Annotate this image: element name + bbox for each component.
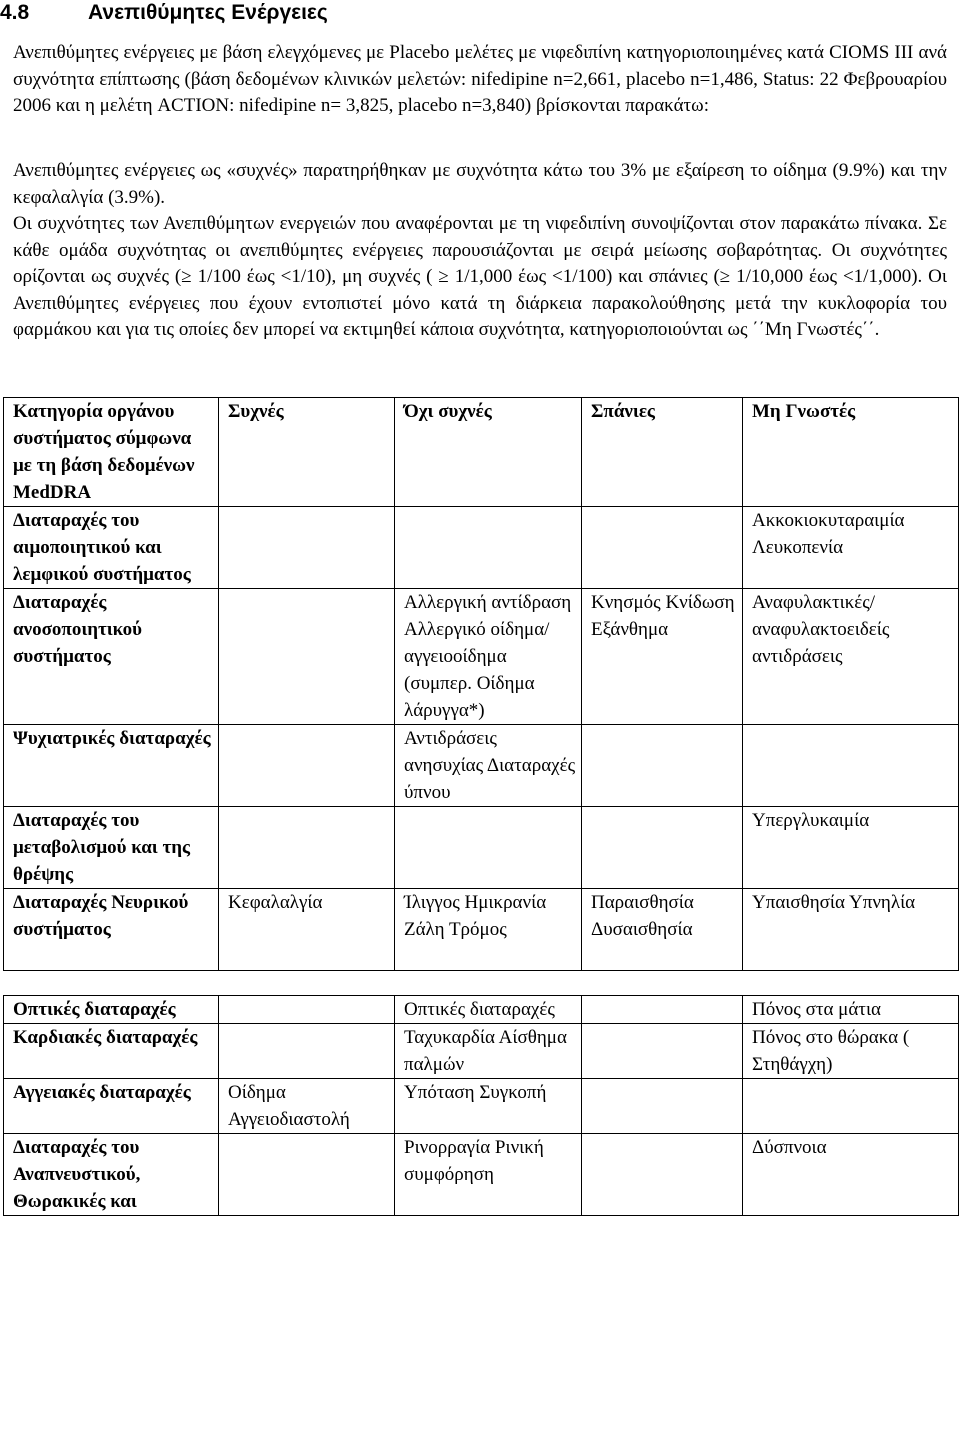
table-row <box>4 589 959 725</box>
table-row <box>4 1024 959 1079</box>
header-unknown: Μη Γνωστές <box>743 398 959 507</box>
table-page-gap <box>4 971 959 996</box>
adverse-reactions-table <box>3 397 959 1216</box>
cell-unknown: Ακκοκιοκυταραιμία Λευκοπενία <box>743 507 959 589</box>
cell-unknown: Πόνος στο θώρακα ( Στηθάγχη) <box>743 1024 959 1079</box>
row-category: Ψυχιατρικές διαταραχές <box>4 725 219 807</box>
cell-rare <box>582 996 743 1024</box>
cell-unknown: Υπεργλυκαιμία <box>743 807 959 889</box>
section-heading <box>0 0 328 26</box>
row-category: Διαταραχές Νευρικού συστήματος <box>4 889 219 971</box>
table-row <box>4 1079 959 1134</box>
table-row <box>4 996 959 1024</box>
table-row <box>4 725 959 807</box>
table-row <box>4 1134 959 1216</box>
cell-common: Κεφαλαλγία <box>219 889 395 971</box>
row-category: Διαταραχές του αιμοποιητικού και λεμφικού συστήματος <box>4 507 219 589</box>
cell-common <box>219 725 395 807</box>
table-header-row <box>4 398 959 507</box>
table-row <box>4 807 959 889</box>
cell-rare <box>582 807 743 889</box>
paragraph-frequency-definitions: Οι συχνότητες των Ανεπιθύμητων ενεργειών που αναφέρονται με τη νιφεδιπίνη συνοψίζονται στον παρακάτω πίνακα. Σε κάθε ομάδα συχνότητας οι ανεπιθύμητες ενέργειες παρουσιάζονται με σειρά μείωσης σοβαρότητας. Οι συχνότητες ορίζονται ως συχνές (≥ 1/100 έως <1/10), μη συχνές ( ≥ 1/1,000 έως <1/100) και σπάνιες (≥ 1/10,000 έως <1/1,000). Οι Ανεπιθύμητες ενέργειες που έχουν εντοπιστεί μόνο κατά τη διάρκεια παρακολούθησης μετά την κυκλοφορία του φαρμάκου και για τις οποίες δεν μπορεί να εκτιμηθεί κάποια συχνότητα, κατηγοριοποιούνται ως ΄΄Μη Γνωστές΄΄. <box>13 213 947 340</box>
cell-common <box>219 1024 395 1079</box>
row-category: Διαταραχές του Αναπνευστικού, Θωρακικές και <box>4 1134 219 1216</box>
header-rare: Σπάνιες <box>582 398 743 507</box>
header-category: Κατηγορία οργάνου συστήματος σύμφωνα με τη βάση δεδομένων MedDRA <box>4 398 219 507</box>
cell-unknown: Πόνος στα μάτια <box>743 996 959 1024</box>
cell-uncommon <box>395 507 582 589</box>
row-category: Καρδιακές διαταραχές <box>4 1024 219 1079</box>
table-row <box>4 889 959 971</box>
row-category: Διαταραχές ανοσοποιητικού συστήματος <box>4 589 219 725</box>
cell-common <box>219 589 395 725</box>
paragraph-common-note: Ανεπιθύμητες ενέργειες ως «συχνές» παρατηρήθηκαν με συχνότητα κάτω του 3% με εξαίρεση το οίδημα (9.9%) και την κεφαλαλγία (3.9%). <box>13 160 947 208</box>
cell-uncommon: Υπόταση Συγκοπή <box>395 1079 582 1134</box>
header-uncommon: Όχι συχνές <box>395 398 582 507</box>
cell-uncommon: Αλλεργική αντίδραση Αλλεργικό οίδημα/ αγγειοοίδημα (συμπερ. Οίδημα λάρυγγα*) <box>395 589 582 725</box>
cell-uncommon: Οπτικές διαταραχές <box>395 996 582 1024</box>
cell-uncommon: Ταχυκαρδία Αίσθημα παλμών <box>395 1024 582 1079</box>
cell-common <box>219 1134 395 1216</box>
cell-common <box>219 807 395 889</box>
cell-rare <box>582 725 743 807</box>
cell-common: Οίδημα Αγγειοδιαστολή <box>219 1079 395 1134</box>
cell-uncommon: Ίλιγγος Ημικρανία Ζάλη Τρόμος <box>395 889 582 971</box>
cell-rare <box>582 1024 743 1079</box>
section-title: Ανεπιθύμητες Ενέργειες <box>88 1 328 24</box>
section-number: 4.8 <box>0 1 30 24</box>
row-category: Αγγειακές διαταραχές <box>4 1079 219 1134</box>
cell-uncommon: Αντιδράσεις ανησυχίας Διαταραχές ύπνου <box>395 725 582 807</box>
cell-unknown: Δύσπνοια <box>743 1134 959 1216</box>
row-category: Διαταραχές του μεταβολισμού και της θρέψης <box>4 807 219 889</box>
cell-common <box>219 507 395 589</box>
cell-unknown: Αναφυλακτικές/ αναφυλακτοειδείς αντιδράσεις <box>743 589 959 725</box>
cell-rare <box>582 507 743 589</box>
cell-common <box>219 996 395 1024</box>
cell-rare <box>582 1134 743 1216</box>
cell-unknown <box>743 1079 959 1134</box>
row-category: Οπτικές διαταραχές <box>4 996 219 1024</box>
table-row <box>4 507 959 589</box>
cell-uncommon: Ρινορραγία Ρινική συμφόρηση <box>395 1134 582 1216</box>
header-common: Συχνές <box>219 398 395 507</box>
cell-uncommon <box>395 807 582 889</box>
cell-unknown <box>743 725 959 807</box>
cell-unknown: Υπαισθησία Υπνηλία <box>743 889 959 971</box>
paragraph-intro: Ανεπιθύμητες ενέργειες με βάση ελεγχόμενες με Placebo μελέτες με νιφεδιπίνη κατηγοριοποιημένες κατά CIOMS III ανά συχνότητα επίπτωσης (βάση δεδομένων κλινικών μελετών: nifedipine n=2,661, placebo n=1,486, Status: 22 Φεβρουαρίου 2006 και η μελέτη ACTION: nifedipine n= 3,825, placebo n=3,840) βρίσκονται παρακάτω: <box>13 42 947 116</box>
cell-rare <box>582 1079 743 1134</box>
cell-rare: Παραισθησία Δυσαισθησία <box>582 889 743 971</box>
cell-rare: Κνησμός Κνίδωση Εξάνθημα <box>582 589 743 725</box>
